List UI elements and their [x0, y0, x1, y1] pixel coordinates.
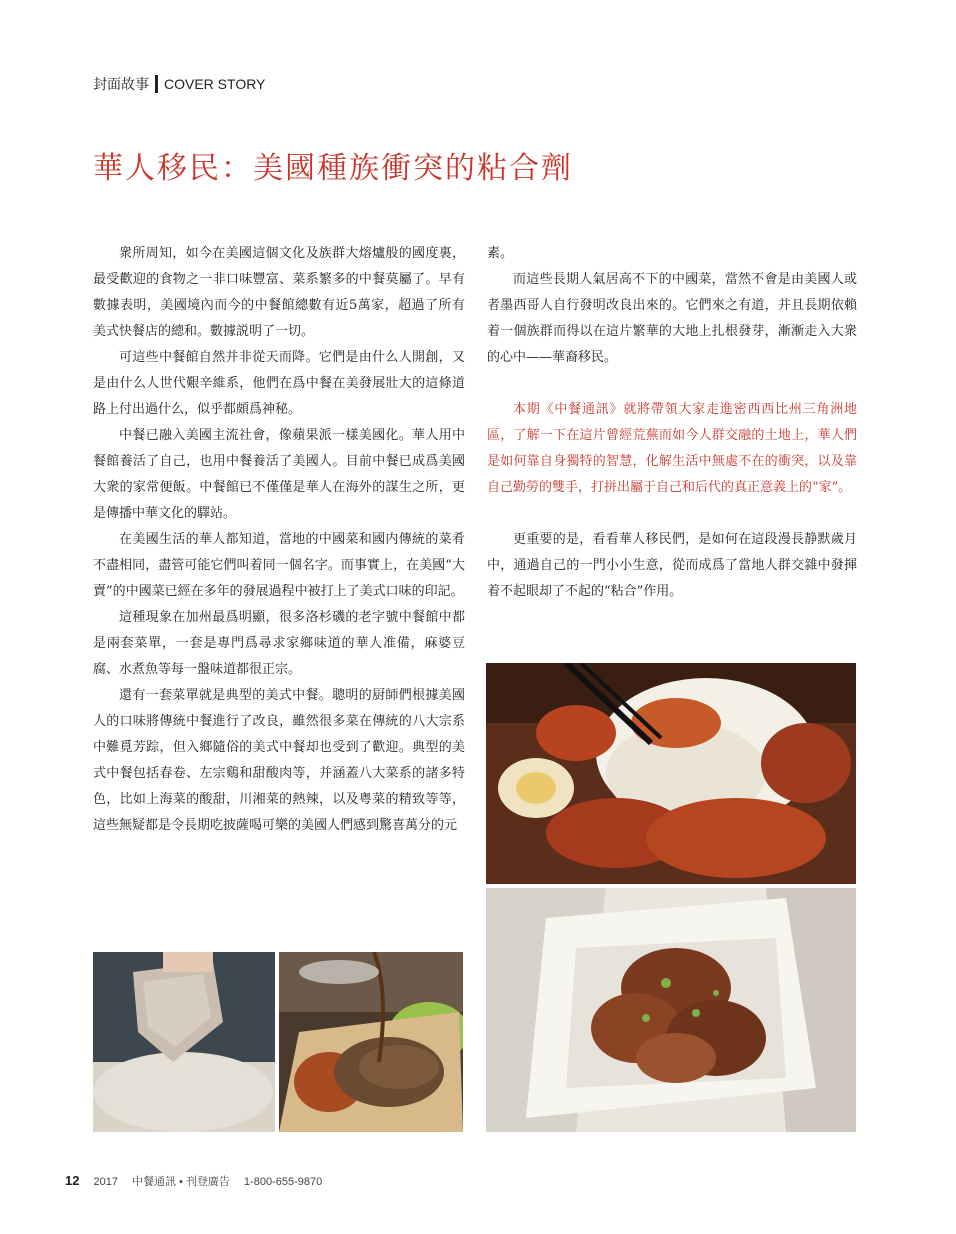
- section-label-cn: 封面故事: [93, 76, 149, 92]
- photo-takeout-box: [486, 888, 856, 1132]
- paragraph: 而這些長期人氣居高不下的中國菜，當然不會是由美國人或者墨西哥人自行發明改良出來的。它們來之有道，并且長期依賴着一個族群而得以在這片繁華的大地上扎根發芽，漸漸走入大衆的心中——華裔移民。: [487, 272, 857, 365]
- paragraph: 中餐已融入美國主流社會，像蘋果派一樣美國化。華人用中餐館養活了自己，也用中餐養活了美國人。目前中餐已成爲美國大衆的家常便飯。中餐館已不僅僅是華人在海外的謀生之所，更是傳播中華文化的驛站。: [93, 428, 465, 521]
- footer-publication: 中餐通訊 • 刊登廣告: [131, 1176, 230, 1188]
- left-column: [93, 241, 465, 839]
- paragraph-continuation: 素。: [487, 246, 514, 261]
- spacer: [487, 501, 857, 527]
- photo-sliced-meat: [279, 952, 463, 1132]
- paragraph: 這種現象在加州最爲明顯，很多洛杉磯的老字號中餐館中都是兩套菜單，一套是專門爲尋求家鄉味道的華人准備，麻婆豆腐、水煮魚等每一盤味道都很正宗。: [93, 610, 465, 677]
- paragraph: 更重要的是，看看華人移民們，是如何在這段漫長静默歲月中，通過自己的一門小小生意，從而成爲了當地人群交雜中發揮着不起眼却了不起的“粘合”作用。: [487, 532, 857, 599]
- paragraph: 還有一套菜單就是典型的美式中餐。聰明的厨師們根據美國人的口味將傳統中餐進行了改良，雖然很多菜在傳統的八大宗系中難覓芳踪，但入鄉隨俗的美式中餐却也受到了歡迎。典型的美式中餐包括春卷、左宗鷄和甜酸肉等，并涵蓋八大菜系的諸多特色，比如上海菜的酸甜，川湘菜的熱辣，以及粤菜的精致等等，這些無疑都是令長期吃披薩喝可樂的美國人們感到驚喜萬分的元: [93, 688, 465, 833]
- spacer: [487, 371, 857, 397]
- page-number: 12: [65, 1173, 80, 1188]
- footer-year: 2017: [93, 1176, 118, 1188]
- highlight-paragraph: 本期《中餐通訊》就將帶領大家走進密西西比州三角洲地區，了解一下在這片曾經荒蕪而如今人群交融的土地上，華人們是如何靠自身獨特的智慧，化解生活中無處不在的衝突，以及靠自己勤勞的雙手，打拼出屬于自己和后代的真正意義上的“家”。: [487, 402, 857, 495]
- section-label-en: COVER STORY: [164, 76, 266, 92]
- paragraph: 衆所周知，如今在美國這個文化及族群大熔爐般的國度裏，最受歡迎的食物之一非口味豐富、菜系繁多的中餐莫屬了。早有數據表明，美國境內而今的中餐館總數有近5萬家，超過了所有美式快餐店的總和。數據説明了一切。: [93, 246, 465, 339]
- paragraph: 在美國生活的華人都知道，當地的中國菜和國内傳統的菜肴不盡相同，盡管可能它們叫着同一個名字。而事實上，在美國“大賣”的中國菜已經在多年的發展過程中被打上了美式口味的印記。: [93, 532, 465, 599]
- paragraph: 可這些中餐館自然并非從天而降。它們是由什么人開創，又是由什么人世代艱辛維系，他們在爲中餐在美發展壯大的這條道路上付出過什么，似乎都頗爲神秘。: [93, 350, 465, 417]
- section-divider: [155, 75, 158, 93]
- photo-flour-dredging: [93, 952, 275, 1132]
- footer-phone: 1-800-655-9870: [243, 1176, 323, 1188]
- article-title: 華人移民：美國種族衝突的粘合劑: [93, 151, 573, 186]
- right-column: [487, 241, 857, 605]
- section-label: [93, 74, 265, 94]
- page-footer: [65, 1173, 322, 1189]
- photo-chicken-rice: [486, 663, 856, 884]
